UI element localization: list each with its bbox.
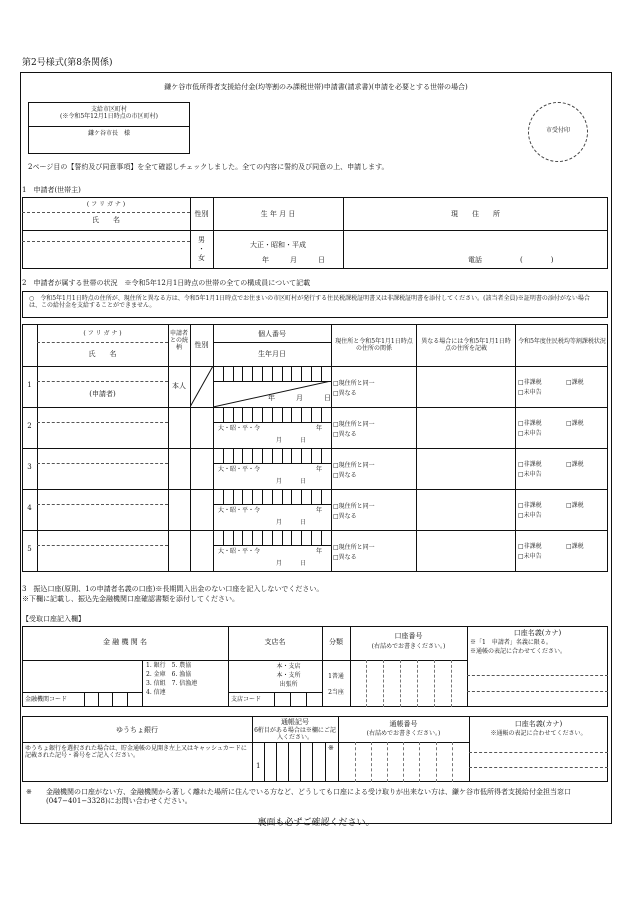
- passbook-symbol-note: 6桁目がある場合は※欄にご記入ください。: [254, 727, 336, 742]
- checkbox-not-filed: □ 未申告: [518, 553, 542, 560]
- row-number: 4: [27, 504, 32, 512]
- checkbox-different: □ 異なる: [333, 513, 357, 520]
- checkbox-different: □ 異なる: [333, 472, 357, 479]
- row-number: 5: [27, 545, 32, 553]
- checkbox-same: □ 現住所と同一: [333, 380, 375, 387]
- checkbox-nontax: □ 非課税: [518, 502, 542, 509]
- dob-month-day: 月 日: [276, 437, 307, 444]
- checkbox-different: □ 異なる: [333, 554, 357, 561]
- dob-nen: 年: [316, 507, 323, 514]
- dob-era: 大・昭・平・令: [218, 425, 261, 432]
- checkbox-nontax: □ 非課税: [518, 420, 542, 427]
- s1-furigana-label: ( フ リ ガ ナ ): [86, 201, 126, 208]
- checkbox-taxed: □ 課税: [566, 420, 584, 427]
- relation-self: 本人: [172, 382, 186, 390]
- yucho-kome: ※: [328, 744, 334, 752]
- dob-nen: 年: [316, 548, 323, 555]
- s1-dot: ・: [198, 245, 205, 253]
- checkbox-same: □ 現住所と同一: [333, 421, 375, 428]
- checkbox-nontax: □ 非課税: [518, 543, 542, 550]
- bank-type-1: 1. 銀行 5. 農協: [146, 662, 192, 669]
- branch-type-1: 本・支店: [276, 663, 301, 670]
- branch-code-label: 支店コード: [231, 696, 262, 703]
- checkbox-nontax: □ 非課税: [518, 461, 542, 468]
- holder-note1: ※「1 申請者」名義に限る。: [470, 639, 552, 646]
- row-number: 2: [27, 422, 32, 430]
- bank-name-label: 金 融 機 関 名: [103, 638, 147, 646]
- checkbox-same: □ 現住所と同一: [333, 503, 375, 510]
- checkbox-not-filed: □ 未申告: [518, 389, 542, 396]
- footnote-text: 金融機関の口座がない方、金融機関から著しく離れた場所に住んでいる方など、どうしても口座による受け取りが出来ない方は、鎌ケ谷市低所得者支援給付金担当窓口(047−401−3328)にお問い合わせください。: [46, 788, 571, 805]
- dob-era: 大・昭・平・令: [218, 466, 261, 473]
- branch-type-2: 本・支所: [276, 672, 301, 679]
- section3-heading: 3 振込口座(原則、1の申請者名義の口座)※長期間入出金のない口座を記入しないでください。: [22, 585, 324, 593]
- dob-era: 大・昭・平・令: [218, 507, 261, 514]
- footnote-mark: ※: [26, 788, 32, 796]
- checkbox-taxed: □ 課税: [566, 379, 584, 386]
- checkbox-taxed: □ 課税: [566, 543, 584, 550]
- h-gender: 性別: [194, 341, 209, 349]
- section2-heading: 2 申請者が属する世帯の状況 ※令和5年12月1日時点の世帯の全ての構成員について記載: [22, 279, 311, 287]
- form-title: 鎌ケ谷市低所得者支援給付金(均等割のみ課税世帯)申請書(請求書)(申請を必要とする世帯の場合): [164, 83, 468, 91]
- bank-type-3: 3. 信組 7. 信漁連: [146, 680, 198, 687]
- yucho-holder-label: 口座名義(カナ): [514, 720, 563, 728]
- checkbox-same: □ 現住所と同一: [333, 544, 375, 551]
- passbook-number-note: (右詰めでお書きください。): [366, 730, 441, 737]
- form-number: 第2号様式(第8条関係): [22, 58, 113, 68]
- checkbox-not-filed: □ 未申告: [518, 471, 542, 478]
- bank-type-2: 2. 金庫 6. 漁協: [146, 671, 192, 678]
- s1-eras: 大正・昭和・平成: [250, 241, 306, 249]
- s1-phone-paren: ( ): [520, 256, 554, 264]
- stamp-label: 市受付印: [545, 127, 570, 134]
- footer-note: 裏面も必ずご確認ください。: [257, 818, 375, 828]
- account-no-note: (右詰めでお書きください。): [371, 643, 446, 650]
- s1-gender-label: 性別: [194, 210, 209, 218]
- section1-heading: 1 申請者(世帯主): [22, 186, 81, 194]
- holder-note2: ※通帳の表記に合わせてください。: [470, 648, 567, 655]
- bank-type-4: 4. 信連: [146, 689, 166, 696]
- dob-month-day: 月 日: [276, 519, 307, 526]
- h-diff: 異なる場合には令和5年1月1日時点の住所を記載: [421, 338, 511, 353]
- checkbox-same: □ 現住所と同一: [333, 462, 375, 469]
- category-label: 分類: [329, 638, 343, 646]
- bank-code-label: 金融機関コード: [25, 696, 68, 703]
- section2-note: ○ 令和5年1月1日時点の住所が、現住所と異なる方は、令和5年1月1日時点でお住まいの市区町村が発行する住民税課税証明書又は非課税証明書を添付してください。(該当者全員)※証明書の添付がない場合は、この給付金を支給することができません。: [22, 291, 608, 318]
- dob-era: 大・昭・平・令: [218, 548, 261, 555]
- applicant-label: (申請者): [89, 390, 116, 398]
- h-furigana: ( フ リ ガ ナ ): [83, 330, 122, 337]
- passbook-number-label: 通帳番号: [389, 720, 418, 728]
- s1-address-label: 現 住 所: [451, 210, 500, 218]
- reception-stamp-area: [528, 102, 588, 162]
- category-current: 2当座: [328, 689, 344, 696]
- s1-name-label: 氏 名: [92, 216, 120, 224]
- account-no-label: 口座番号: [394, 632, 423, 640]
- addressee-line3: 鎌ケ谷市長 様: [87, 130, 130, 138]
- passbook-symbol-label: 通帳記号: [281, 718, 309, 726]
- h-tax: 令和5年度住民税均等割課税状況: [518, 338, 606, 345]
- dob-month-day: 月 日: [276, 560, 307, 567]
- h-id: 個人番号: [258, 330, 286, 338]
- addressee-box: [28, 102, 190, 154]
- checkbox-not-filed: □ 未申告: [518, 512, 542, 519]
- checkbox-not-filed: □ 未申告: [518, 430, 542, 437]
- s1-ymd: 年 月 日: [262, 256, 325, 264]
- addressee-line1: 支給市区町村: [90, 106, 127, 113]
- checkbox-taxed: □ 課税: [566, 502, 584, 509]
- h-dob: 生年月日: [258, 350, 286, 358]
- account-form-title: 【受取口座記入欄】: [22, 615, 85, 623]
- yucho-label: ゆうちょ銀行: [116, 726, 158, 734]
- s1-male: 男: [198, 236, 205, 244]
- s1-phone: 電話: [468, 256, 482, 264]
- checkbox-taxed: □ 課税: [566, 461, 584, 468]
- h-relation: 申請者との続柄: [170, 330, 189, 352]
- dob-month-day: 月 日: [276, 478, 307, 485]
- checkbox-different: □ 異なる: [333, 390, 357, 397]
- intro-text: 2ページ目の【誓約及び同意事項】を全て確認しチェックしました。全ての内容に誓約及び同意の上、申請します。: [28, 163, 389, 171]
- holder-label: 口座名義(カナ): [513, 629, 562, 637]
- h-name: 氏 名: [88, 350, 117, 358]
- dob-nen: 年: [316, 425, 323, 432]
- row-number: 3: [27, 463, 32, 471]
- s1-dob-label: 生 年 月 日: [260, 210, 296, 218]
- dob-nen: 年: [316, 466, 323, 473]
- gender-strike: [190, 366, 213, 407]
- branch-type-3: 出張所: [279, 681, 298, 688]
- checkbox-nontax: □ 非課税: [518, 379, 542, 386]
- section3-subheading: ※下欄に記載し、振込先金融機関口座確認書類を添付してください。: [22, 595, 239, 603]
- yucho-note: ゆうちょ銀行を選択された場合は、貯金通帳の見開き左上又はキャッシュカードに記載された記号・番号をご記入ください。: [25, 745, 247, 760]
- addressee-line2: (※令和5年12月1日時点の市区町村): [60, 113, 158, 121]
- dob-ymd: 年 月 日: [268, 394, 331, 402]
- h-addr-rel: 現住所と令和5年1月1日時点の住所の関係: [335, 338, 413, 353]
- yucho-one: 1: [256, 762, 261, 770]
- branch-name-label: 支店名: [264, 638, 286, 646]
- yucho-holder-note: ※通帳の表記に合わせてください。: [490, 730, 587, 737]
- checkbox-different: □ 異なる: [333, 431, 357, 438]
- category-ordinary: 1普通: [328, 673, 344, 680]
- row-number: 1: [27, 381, 32, 389]
- s1-female: 女: [198, 254, 205, 262]
